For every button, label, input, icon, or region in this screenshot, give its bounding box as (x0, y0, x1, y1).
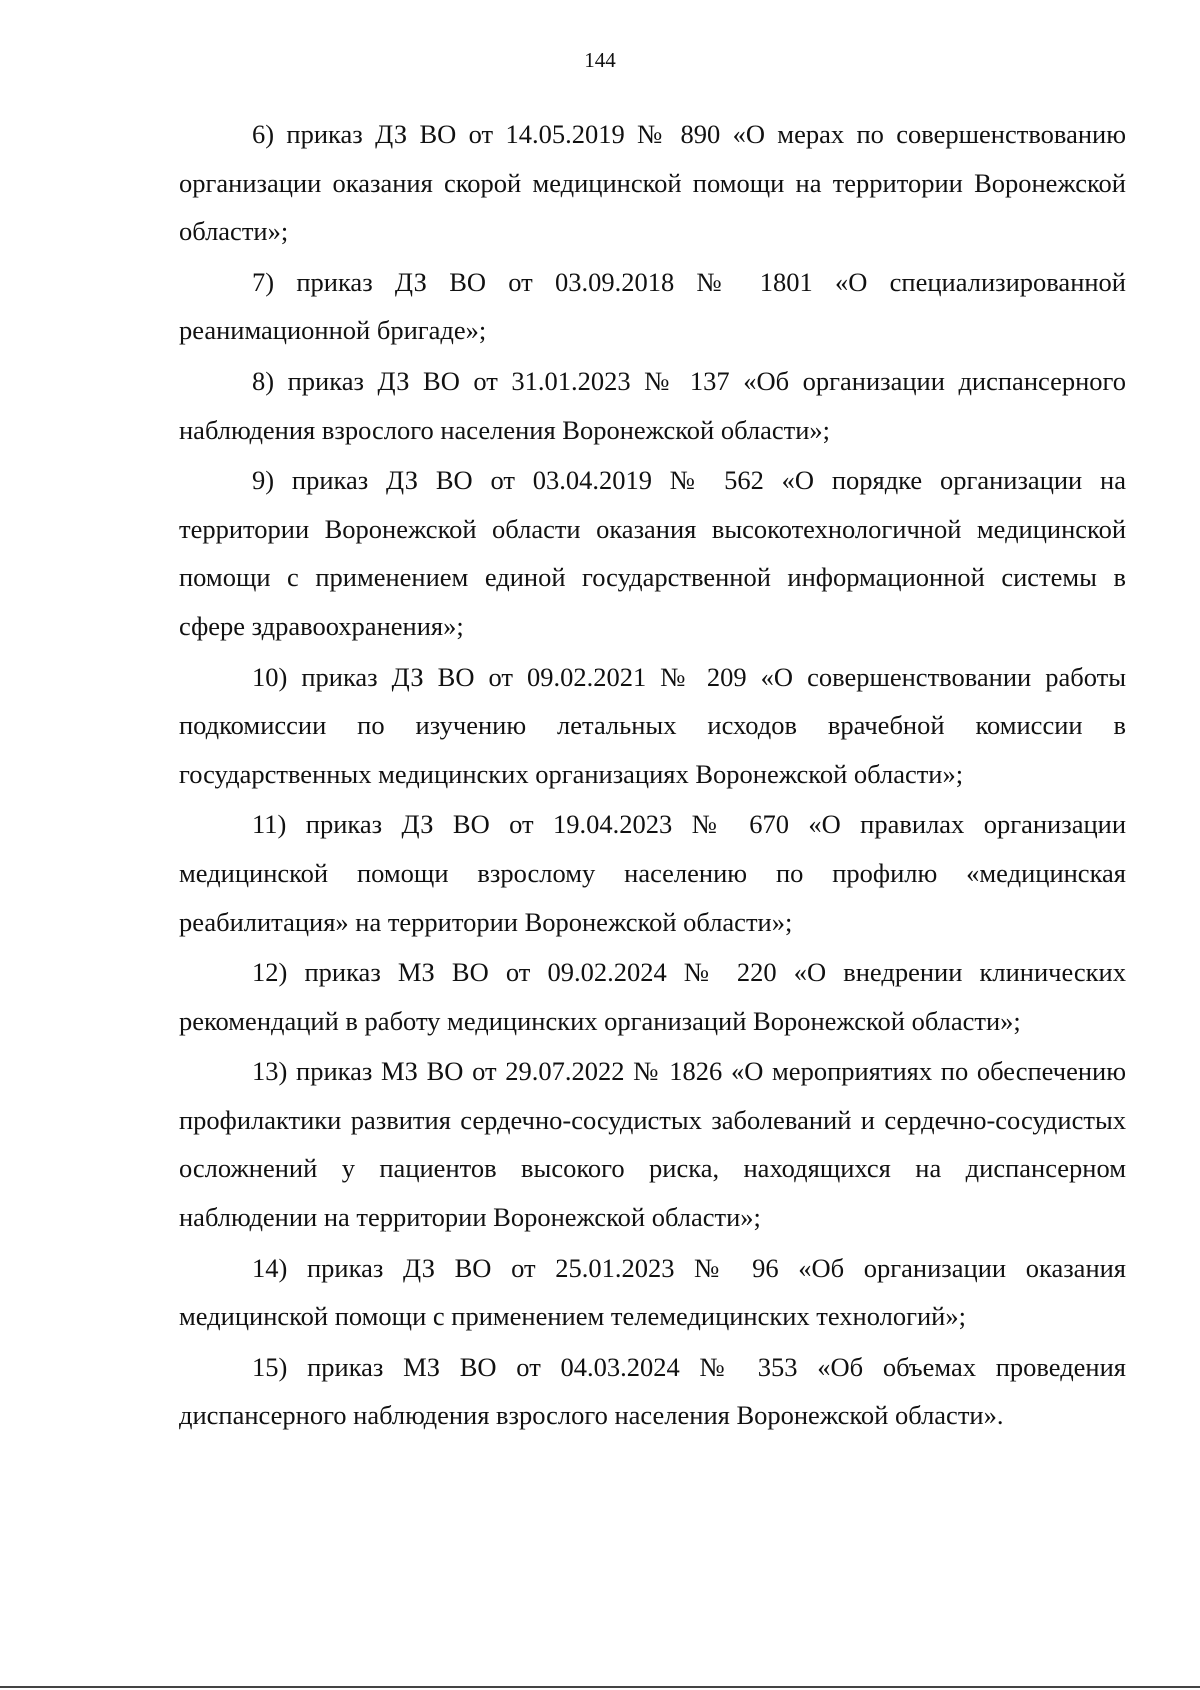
list-item-8: 8) приказ ДЗ ВО от 31.01.2023 № 137 «Об организации диспансерного наблюдения взрослого населения Воронежской области»; (179, 365, 1126, 445)
document-body (179, 110, 1126, 1442)
list-item-11: 11) приказ ДЗ ВО от 19.04.2023 № 670 «О правилах организации медицинской помощи взрослому населению по профилю «медицинская реабилитация» на территории Воронежской области»; (179, 809, 1126, 937)
list-item-15: 15) приказ МЗ ВО от 04.03.2024 № 353 «Об объемах проведения диспансерного наблюдения взрослого населения Воронежской области». (179, 1351, 1126, 1431)
list-item-13: 13) приказ МЗ ВО от 29.07.2022 № 1826 «О мероприятиях по обеспечению профилактики развития сердечно-сосудистых заболеваний и сердечно-сосудистых осложнений у пациентов высокого риска, находящихся на диспансерном наблюдении на территории Воронежской области»; (179, 1056, 1126, 1233)
list-item-9: 9) приказ ДЗ ВО от 03.04.2019 № 562 «О порядке организации на территории Воронежской области оказания высокотехнологичной медицинской помощи с применением единой государственной информационной системы в сфере здравоохранения»; (179, 465, 1126, 641)
list-item-12: 12) приказ МЗ ВО от 09.02.2024 № 220 «О внедрении клинических рекомендаций в работу медицинских организаций Воронежской области»; (179, 957, 1126, 1036)
page-bottom-rule (0, 1686, 1200, 1688)
list-item-6: 6) приказ ДЗ ВО от 14.05.2019 № 890 «О мерах по совершенствованию организации оказания скорой медицинской помощи на территории Воронежской области»; (179, 119, 1126, 247)
list-item-10: 10) приказ ДЗ ВО от 09.02.2021 № 209 «О совершенствовании работы подкомиссии по изучению летальных исходов врачебной комиссии в государственных медицинских организациях Воронежской области»; (179, 661, 1126, 789)
list-item-14: 14) приказ ДЗ ВО от 25.01.2023 № 96 «Об организации оказания медицинской помощи с применением телемедицинских технологий»; (179, 1252, 1126, 1332)
list-item-7: 7) приказ ДЗ ВО от 03.09.2018 № 1801 «О специализированной реанимационной бригаде»; (179, 266, 1126, 346)
page-number: 144 (584, 48, 616, 72)
